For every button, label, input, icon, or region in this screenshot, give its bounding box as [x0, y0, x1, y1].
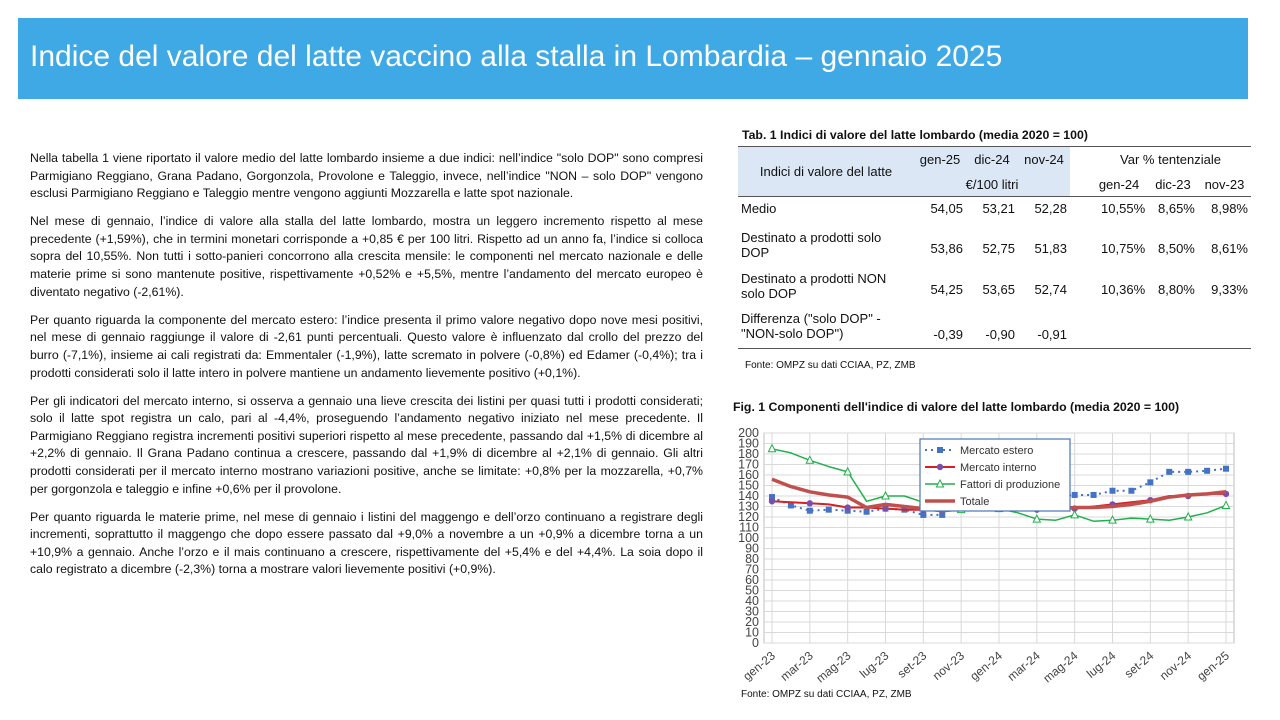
table-row [738, 305, 1251, 349]
table-row [738, 197, 1251, 221]
title-banner [18, 18, 1248, 99]
paragraph: Per quanto riguarda la componente del mercato estero: l’indice presenta il primo valore negativo dopo nove mesi positivi, nel mese di gennaio raggiunge il valore di -2,61 punti percentuali. Questo valore è influenzato dal crollo del prezzo del burro (-7,1%), insieme ai cali registrati da: Emmentaler (-1,9%), latte scremato in polvere (-0,8%) ed Edamer (-0,4%); tra i prodotti considerati solo il latte intero in polvere mantiene un andamento lievemente positivo (+0,1%). [30, 312, 703, 380]
x-tick-label: mar-24 [1004, 648, 1043, 684]
x-tick-label: nov-23 [929, 648, 968, 683]
data-point [1128, 488, 1134, 494]
y-tick-label: 30 [745, 604, 759, 619]
y-tick-label: 100 [738, 531, 759, 545]
row-label: Differenza ("solo DOP" - "NON-solo DOP") [741, 311, 881, 342]
legend-label: Totale [960, 496, 990, 508]
y-tick-label: 190 [738, 436, 759, 451]
table-title: Tab. 1 Indici di valore del latte lombardo (media 2020 = 100) [742, 128, 1088, 142]
y-tick-label: 140 [738, 489, 759, 503]
y-tick-label: 170 [738, 457, 759, 472]
paragraph: Nel mese di gennaio, l’indice di valore alla stalla del latte lombardo, mostra un leggero incremento rispetto al mese precedente (+1,59%), che in termini monetari corrisponde a +0,85 € per 100 litri. Rispetto ad un anno fa, l’indice si colloca sopra del 10,55%. Non tutti i sotto-panieri concorrono alla crescita mensile: le componenti nel mercato nazionale e delle materie prime si sono mantenute positive, rispettivamente +0,52% e +5,5%, mentre l’andamento del mercato europeo è diventato negativo (-2,61%). [30, 214, 703, 299]
table-cell: 51,83 [1034, 241, 1067, 256]
table-cell: 52,74 [1034, 282, 1067, 297]
legend-marker [937, 464, 943, 470]
y-tick-label: 10 [745, 625, 759, 640]
data-point [864, 509, 870, 515]
var-header: Var % tentenziale [1120, 152, 1221, 168]
y-tick-label: 60 [745, 573, 759, 587]
row-label: Destinato a prodotti NON solo DOP [741, 270, 887, 301]
x-tick-label: gen-23 [740, 648, 778, 684]
x-tick-label: mar-23 [777, 648, 816, 684]
y-tick-label: 0 [752, 636, 759, 650]
x-tick-label: set-24 [1121, 648, 1157, 681]
y-tick-label: 40 [745, 594, 759, 608]
table-corner-header: Indici di valore del latte [738, 147, 914, 197]
table-cell: 8,61% [1211, 241, 1248, 256]
index-table [738, 146, 1251, 349]
y-tick-label: 130 [738, 499, 759, 514]
table-source: Fonte: OMPZ su dati CCIAA, PZ, ZMB [745, 360, 916, 371]
y-tick-label: 70 [745, 562, 759, 577]
data-point [1072, 492, 1078, 498]
legend-label: Mercato interno [960, 462, 1037, 474]
table-cell [1148, 305, 1198, 349]
body-text [30, 150, 703, 590]
paragraph: Per gli indicatori del mercato interno, si osserva a gennaio una lieve crescita dei listini per quasi tutti i prodotti considerati; solo il latte spot registra un calo, pari al -4,4%, proseguendo l’andamento negativo iniziato nel mese precedente. Il Parmigiano Reggiano registra incrementi positivi superiori rispetto al mese precedente, passando dal +1,5% di dicembre al +2,2% di gennaio. Il Grana Padano continua a crescere, passando dal +1,9% di dicembre al +2,1% di gennaio. Gli altri prodotti considerati per il mercato interno mostrano variazioni positive, anche se limitate: +0,8% per la mozzarella, +0,7% per gorgonzola e taleggio e infine +0,6% per il provolone. [30, 393, 703, 496]
y-tick-label: 120 [738, 510, 759, 524]
table-cell: 8,65% [1158, 201, 1195, 217]
data-point [807, 500, 813, 506]
table-cell [1090, 305, 1148, 349]
table-cell: 8,50% [1158, 241, 1195, 256]
data-point [939, 512, 945, 518]
table-cell: 54,05 [930, 201, 963, 217]
figure-title: Fig. 1 Componenti dell'indice di valore del latte lombardo (media 2020 = 100) [733, 400, 1180, 414]
y-tick-label: 50 [745, 583, 759, 598]
legend-label: Fattori di produzione [960, 479, 1061, 491]
table-cell: 10,75% [1101, 241, 1146, 256]
table-cell: 10,36% [1101, 282, 1146, 297]
data-point [769, 498, 775, 504]
data-point [1185, 469, 1191, 475]
table-cell: -0,39 [933, 326, 963, 342]
table-row [738, 263, 1251, 305]
data-point [1110, 488, 1116, 494]
table-cell: -0,90 [985, 326, 1015, 342]
table-cell: 53,65 [982, 282, 1015, 297]
x-tick-label: nov-24 [1156, 648, 1195, 683]
data-point [807, 508, 813, 514]
column-header: dic-24 [966, 147, 1018, 173]
y-tick-label: 20 [745, 615, 759, 629]
legend-label: Mercato estero [960, 445, 1034, 457]
x-tick-label: lug-23 [856, 648, 892, 681]
table-cell: 8,80% [1158, 282, 1195, 297]
table-cell: 53,21 [982, 201, 1015, 217]
var-column-header: gen-24 [1098, 176, 1140, 192]
table-cell: 10,55% [1101, 201, 1146, 217]
data-point [844, 504, 850, 510]
x-tick-label: set-23 [894, 648, 930, 681]
y-tick-label: 180 [738, 447, 759, 461]
data-point [1166, 469, 1172, 475]
data-point [1204, 468, 1210, 474]
table-cell: 53,86 [930, 241, 963, 256]
unit-header: €/100 litri [914, 173, 1070, 197]
table-cell: 8,98% [1211, 201, 1248, 217]
y-tick-label: 200 [738, 426, 759, 440]
y-tick-label: 150 [738, 478, 759, 493]
column-header: nov-24 [1018, 147, 1070, 173]
table-cell: 54,25 [930, 282, 963, 297]
y-tick-label: 110 [739, 520, 759, 535]
line-chart [732, 421, 1244, 687]
table-cell: 9,33% [1211, 282, 1248, 297]
table-cell: 52,28 [1034, 201, 1067, 217]
paragraph: Nella tabella 1 viene riportato il valore medio del latte lombardo insieme a due indici: nell’indice "solo DOP" sono compresi Parmigiano Reggiano, Grana Padano, Gorgonzola, Provolone e Taleggio, invece, nell’indice "NON – solo DOP" vengono esclusi Parmigiano Reggiano e Taleggio mentre vengono aggiunti Mozzarella e latte spot nazionale. [30, 151, 703, 201]
x-tick-label: gen-25 [1194, 648, 1232, 684]
row-label: Destinato a prodotti solo DOP [741, 229, 882, 260]
row-label: Medio [741, 201, 777, 217]
data-point [1091, 492, 1097, 498]
y-tick-label: 90 [745, 541, 759, 556]
figure-source: Fonte: OMPZ su dati CCIAA, PZ, ZMB [741, 689, 912, 700]
var-column-header: dic-23 [1155, 176, 1191, 192]
table-cell: 52,75 [982, 241, 1015, 256]
y-tick-label: 80 [745, 552, 759, 566]
y-tick-label: 160 [738, 468, 759, 482]
column-header: gen-25 [914, 147, 966, 173]
legend-marker [937, 447, 943, 453]
x-tick-label: lug-24 [1083, 648, 1119, 681]
page-title: Indice del valore del latte vaccino alla stalla in Lombardia – gennaio 2025 [30, 40, 1003, 73]
x-tick-label: mag-24 [1040, 648, 1081, 686]
data-point [1223, 466, 1229, 472]
data-point [826, 507, 832, 513]
data-point [1147, 479, 1153, 485]
table-row [738, 221, 1251, 263]
x-tick-label: mag-23 [813, 648, 854, 686]
table-cell [1198, 305, 1251, 349]
table-cell: -0,91 [1037, 326, 1067, 342]
x-tick-label: gen-24 [967, 648, 1005, 684]
paragraph: Per quanto riguarda le materie prime, nel mese di gennaio i listini del maggengo e dell’orzo continuano a registrare degli incrementi, soprattutto il maggengo che dopo essere passato dal +9,0% a novembre a un +0,9% a dicembre torna a un +10,9% a gennaio. Anche l’orzo e il mais continuano a crescere, rispettivamente del +5,4% e del +4,4%. La soia dopo il calo registrato a dicembre (-2,3%) torna a mostrare valori lievemente positivi (+0,9%). [30, 509, 703, 577]
var-column-header: nov-23 [1204, 176, 1245, 192]
